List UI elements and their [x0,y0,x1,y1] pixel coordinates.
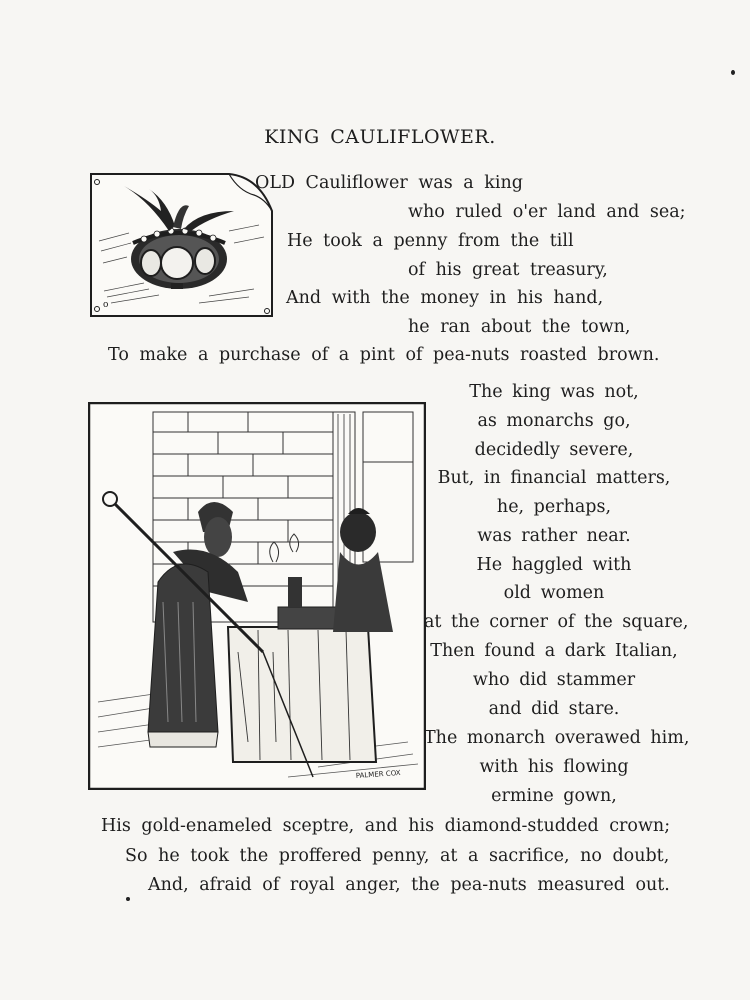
poem-line: Then found a dark Italian, [430,641,678,661]
poem-line: as monarchs go, [477,411,631,431]
poem-line: and did stare. [488,699,620,719]
poem-line: of his great treasury, [408,260,608,280]
king-buying-peanuts-illustration [88,402,426,790]
poem-line: And, afraid of royal anger, the pea-nuts measured out. [148,875,670,895]
poem-line: he ran about the town, [408,317,631,337]
poem-line: But, in financial matters, [437,468,671,488]
poem-line: OLD Cauliflower was a king [255,173,523,193]
poem-line: ermine gown, [491,786,617,806]
poem-line: decidedly severe, [474,440,634,460]
poem-line: And with the money in his hand, [286,288,604,308]
poem-line: So he took the proffered penny, at a sacrifice, no doubt, [125,846,670,866]
poem-line: who did stammer [472,670,636,690]
poem-line: His gold-enameled sceptre, and his diamond-studded crown; [101,816,671,836]
paper-speck [126,897,130,901]
poem-line: who ruled o'er land and sea; [408,202,686,222]
poem-line: he, perhaps, [496,497,612,517]
poem-line: with his flowing [479,757,629,777]
poem-line: He haggled with [476,555,632,575]
poem-line: The monarch overawed him, [424,728,690,748]
poem-line: was rather near. [477,526,631,546]
poem-line: at the corner of the square, [424,612,689,632]
poem-line: The king was not, [469,382,639,402]
poem-title: KING CAULIFLOWER. [264,126,496,148]
svg-text:o: o [103,300,109,310]
artist-signature: PALMER COX [355,768,401,780]
poem-line: old women [503,583,605,603]
crown-ornament-icon [89,171,274,318]
poem-line: To make a purchase of a pint of pea-nuts roasted brown. [108,345,660,365]
paper-speck [731,70,735,75]
poem-line: He took a penny from the till [287,231,574,251]
